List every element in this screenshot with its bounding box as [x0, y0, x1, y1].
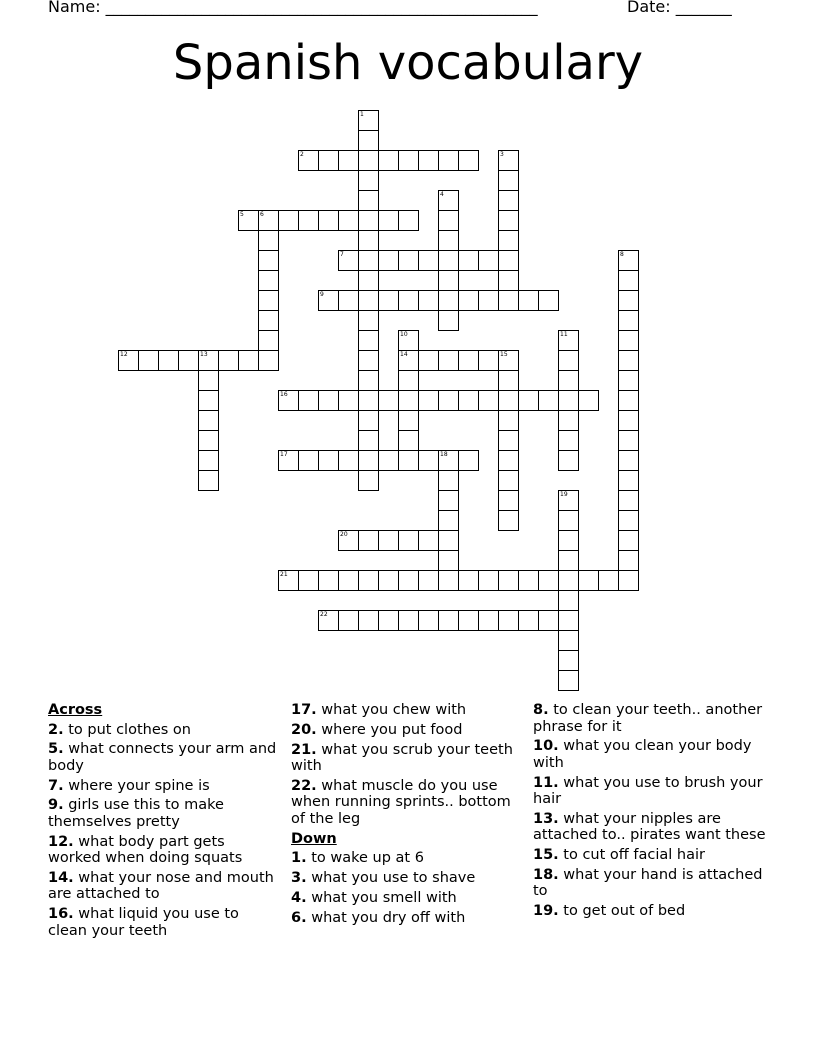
grid-cell[interactable]	[338, 290, 359, 311]
grid-cell[interactable]	[418, 390, 439, 411]
clue-item-number: 11.	[533, 774, 559, 791]
grid-cell[interactable]	[398, 250, 419, 271]
clue-number: 17	[280, 451, 288, 458]
grid-cell[interactable]	[518, 610, 539, 631]
clue-item	[291, 890, 523, 907]
grid-cell[interactable]	[398, 330, 419, 351]
clue-number: 11	[560, 331, 568, 338]
grid-cell[interactable]	[378, 530, 399, 551]
clue-item-number: 3.	[291, 869, 307, 886]
grid-cell[interactable]	[438, 250, 459, 271]
grid-cell[interactable]	[258, 250, 279, 271]
clue-item	[48, 870, 278, 903]
grid-cell[interactable]	[618, 450, 639, 471]
grid-cell[interactable]	[558, 530, 579, 551]
clue-number: 15	[500, 351, 508, 358]
clue-number: 18	[440, 451, 448, 458]
grid-cell[interactable]	[438, 390, 459, 411]
grid-cell[interactable]	[298, 210, 319, 231]
grid-cell[interactable]	[558, 410, 579, 431]
clue-item-number: 22.	[291, 777, 317, 794]
grid-cell[interactable]	[398, 530, 419, 551]
clue-item-text: what your hand is attached to	[533, 866, 763, 900]
clue-item	[533, 903, 768, 920]
grid-cell[interactable]	[418, 290, 439, 311]
grid-cell[interactable]	[498, 410, 519, 431]
clue-number: 9	[320, 291, 324, 298]
grid-cell[interactable]	[358, 470, 379, 491]
clue-item	[48, 834, 278, 867]
grid-cell[interactable]	[458, 450, 479, 471]
grid-cell[interactable]	[458, 150, 479, 171]
grid-cell[interactable]	[118, 350, 139, 371]
grid-cell[interactable]	[338, 250, 359, 271]
grid-cell[interactable]	[318, 570, 339, 591]
clue-item	[48, 797, 278, 830]
grid-cell[interactable]	[438, 550, 459, 571]
grid-cell[interactable]	[478, 250, 499, 271]
grid-cell[interactable]	[398, 350, 419, 371]
clue-item	[48, 722, 278, 739]
clue-number: 4	[440, 191, 444, 198]
grid-cell[interactable]	[618, 550, 639, 571]
grid-cell[interactable]	[558, 450, 579, 471]
grid-cell[interactable]	[538, 290, 559, 311]
grid-cell[interactable]	[298, 150, 319, 171]
clue-item-number: 6.	[291, 909, 307, 926]
across-heading: Across	[48, 702, 103, 718]
grid-cell[interactable]	[458, 570, 479, 591]
grid-cell[interactable]	[358, 410, 379, 431]
grid-cell[interactable]	[558, 610, 579, 631]
grid-cell[interactable]	[438, 450, 459, 471]
grid-cell[interactable]	[498, 570, 519, 591]
grid-cell[interactable]	[498, 170, 519, 191]
grid-cell[interactable]	[298, 450, 319, 471]
clue-item-number: 15.	[533, 847, 559, 864]
grid-cell[interactable]	[498, 610, 519, 631]
grid-cell[interactable]	[498, 490, 519, 511]
grid-cell[interactable]	[438, 270, 459, 291]
grid-cell[interactable]	[318, 210, 339, 231]
clue-item-number: 2.	[48, 721, 64, 738]
grid-cell[interactable]	[418, 530, 439, 551]
clue-number: 3	[500, 151, 504, 158]
grid-cell[interactable]	[258, 290, 279, 311]
clue-item-text: to get out of bed	[558, 903, 686, 920]
clue-item	[291, 870, 523, 887]
grid-cell[interactable]	[418, 350, 439, 371]
grid-cell[interactable]	[198, 410, 219, 431]
grid-cell[interactable]	[218, 350, 239, 371]
clue-item-number: 12.	[48, 833, 74, 850]
grid-cell[interactable]	[458, 390, 479, 411]
grid-cell[interactable]	[618, 430, 639, 451]
clue-number: 5	[240, 211, 244, 218]
grid-cell[interactable]	[498, 290, 519, 311]
clue-number: 16	[280, 391, 288, 398]
grid-cell[interactable]	[358, 190, 379, 211]
clue-item	[291, 850, 523, 867]
grid-cell[interactable]	[358, 530, 379, 551]
grid-cell[interactable]	[438, 350, 459, 371]
clue-item-text: what your nose and mouth are attached to	[48, 869, 274, 903]
grid-cell[interactable]	[358, 430, 379, 451]
clue-item-text: what body part gets worked when doing squats	[48, 833, 243, 867]
grid-cell[interactable]	[338, 150, 359, 171]
grid-cell[interactable]	[578, 390, 599, 411]
grid-cell[interactable]	[558, 650, 579, 671]
grid-cell[interactable]	[518, 290, 539, 311]
grid-cell[interactable]	[358, 210, 379, 231]
clue-item	[533, 867, 768, 900]
clue-item-number: 18.	[533, 866, 559, 883]
grid-cell[interactable]	[498, 270, 519, 291]
grid-cell[interactable]	[358, 270, 379, 291]
grid-cell[interactable]	[198, 470, 219, 491]
grid-cell[interactable]	[338, 210, 359, 231]
grid-cell[interactable]	[618, 570, 639, 591]
grid-cell[interactable]	[558, 590, 579, 611]
grid-cell[interactable]	[358, 290, 379, 311]
clue-item	[291, 742, 523, 775]
clue-item-text: what you clean your body with	[533, 738, 752, 771]
clue-item-text: what you chew with	[316, 702, 467, 718]
clue-item-text: where you put food	[316, 721, 463, 738]
date-field-line: Date: _______	[627, 0, 732, 16]
clue-number: 6	[260, 211, 264, 218]
grid-cell[interactable]	[498, 150, 519, 171]
grid-cell[interactable]	[558, 570, 579, 591]
clue-item	[533, 702, 768, 735]
grid-cell[interactable]	[298, 390, 319, 411]
grid-cell[interactable]	[338, 390, 359, 411]
grid-cell[interactable]	[458, 290, 479, 311]
grid-cell[interactable]	[498, 230, 519, 251]
grid-cell[interactable]	[238, 210, 259, 231]
grid-cell[interactable]	[398, 290, 419, 311]
grid-cell[interactable]	[378, 150, 399, 171]
grid-cell[interactable]	[178, 350, 199, 371]
grid-cell[interactable]	[198, 390, 219, 411]
grid-cell[interactable]	[618, 290, 639, 311]
grid-cell[interactable]	[318, 290, 339, 311]
grid-cell[interactable]	[618, 350, 639, 371]
grid-cell[interactable]	[418, 610, 439, 631]
clue-item	[533, 738, 768, 771]
grid-cell[interactable]	[338, 530, 359, 551]
clue-item-number: 16.	[48, 906, 74, 923]
clue-item-text: what connects your arm and body	[48, 741, 277, 774]
grid-cell[interactable]	[498, 510, 519, 531]
grid-cell[interactable]	[498, 450, 519, 471]
grid-cell[interactable]	[398, 450, 419, 471]
down-heading: Down	[291, 830, 337, 847]
grid-cell[interactable]	[358, 390, 379, 411]
clue-number: 7	[340, 251, 344, 258]
grid-cell[interactable]	[418, 250, 439, 271]
grid-cell[interactable]	[358, 130, 379, 151]
page-title: Spanish vocabulary	[172, 35, 644, 91]
grid-cell[interactable]	[578, 570, 599, 591]
grid-cell[interactable]	[138, 350, 159, 371]
grid-cell[interactable]	[358, 610, 379, 631]
grid-cell[interactable]	[378, 390, 399, 411]
grid-cell[interactable]	[278, 390, 299, 411]
clue-item-text: to cut off facial hair	[558, 847, 705, 864]
clue-item-number: 21.	[291, 741, 317, 758]
grid-cell[interactable]	[358, 370, 379, 391]
clue-item-text: to put clothes on	[63, 721, 191, 738]
grid-cell[interactable]	[258, 270, 279, 291]
clue-item-text: what your nipples are attached to.. pirates want these	[533, 810, 766, 844]
grid-cell[interactable]	[278, 570, 299, 591]
clue-number: 12	[120, 351, 128, 358]
grid-cell[interactable]	[478, 390, 499, 411]
grid-cell[interactable]	[598, 570, 619, 591]
grid-cell[interactable]	[398, 390, 419, 411]
grid-cell[interactable]	[398, 570, 419, 591]
grid-cell[interactable]	[498, 350, 519, 371]
clue-item	[291, 910, 523, 927]
grid-cell[interactable]	[418, 450, 439, 471]
grid-cell[interactable]	[478, 610, 499, 631]
grid-cell[interactable]	[418, 150, 439, 171]
grid-cell[interactable]	[158, 350, 179, 371]
grid-cell[interactable]	[498, 390, 519, 411]
clue-number: 14	[400, 351, 408, 358]
grid-cell[interactable]	[538, 570, 559, 591]
grid-cell[interactable]	[438, 610, 459, 631]
grid-cell[interactable]	[278, 210, 299, 231]
grid-cell[interactable]	[458, 610, 479, 631]
clue-item-number: 1.	[291, 850, 307, 867]
grid-cell[interactable]	[338, 610, 359, 631]
clue-item	[48, 906, 278, 939]
grid-cell[interactable]	[378, 610, 399, 631]
grid-cell[interactable]	[438, 190, 459, 211]
grid-cell[interactable]	[518, 390, 539, 411]
grid-cell[interactable]	[398, 210, 419, 231]
clue-item-number: 13.	[533, 810, 559, 827]
grid-cell[interactable]	[278, 450, 299, 471]
grid-cell[interactable]	[358, 170, 379, 191]
clue-item-number: 4.	[291, 889, 307, 906]
grid-cell[interactable]	[478, 290, 499, 311]
clue-item-number: 17.	[291, 702, 317, 718]
clue-number: 1	[360, 111, 364, 118]
grid-cell[interactable]	[558, 370, 579, 391]
grid-cell[interactable]	[258, 350, 279, 371]
grid-cell[interactable]	[438, 290, 459, 311]
grid-cell[interactable]	[438, 490, 459, 511]
grid-cell[interactable]	[198, 350, 219, 371]
clue-item	[291, 778, 523, 828]
clue-number: 13	[200, 351, 208, 358]
grid-cell[interactable]	[498, 190, 519, 211]
clue-column-3	[533, 702, 768, 923]
grid-cell[interactable]	[618, 270, 639, 291]
grid-cell[interactable]	[358, 110, 379, 131]
grid-cell[interactable]	[358, 150, 379, 171]
clue-number: 2	[300, 151, 304, 158]
clue-item-number: 9.	[48, 797, 64, 814]
grid-cell[interactable]	[358, 570, 379, 591]
grid-cell[interactable]	[618, 410, 639, 431]
grid-cell[interactable]	[358, 330, 379, 351]
clue-number: 10	[400, 331, 408, 338]
grid-cell[interactable]	[358, 310, 379, 331]
grid-cell[interactable]	[438, 470, 459, 491]
clue-item	[533, 775, 768, 808]
grid-cell[interactable]	[258, 210, 279, 231]
clue-item-number: 14.	[48, 869, 74, 886]
grid-cell[interactable]	[258, 230, 279, 251]
grid-cell[interactable]	[438, 310, 459, 331]
grid-cell[interactable]	[478, 570, 499, 591]
clue-item-text: what you use to shave	[306, 869, 476, 886]
clue-item-number: 8.	[533, 702, 549, 718]
grid-cell[interactable]	[618, 310, 639, 331]
grid-cell[interactable]	[318, 390, 339, 411]
grid-cell[interactable]	[378, 450, 399, 471]
grid-cell[interactable]	[358, 250, 379, 271]
grid-cell[interactable]	[538, 610, 559, 631]
grid-cell[interactable]	[258, 330, 279, 351]
clue-item-number: 5.	[48, 741, 64, 758]
grid-cell[interactable]	[618, 330, 639, 351]
grid-cell[interactable]	[238, 350, 259, 371]
grid-cell[interactable]	[298, 570, 319, 591]
grid-cell[interactable]	[378, 290, 399, 311]
grid-cell[interactable]	[558, 550, 579, 571]
clue-number: 22	[320, 611, 328, 618]
grid-cell[interactable]	[438, 230, 459, 251]
clue-item-text: what liquid you use to clean your teeth	[48, 906, 239, 939]
grid-cell[interactable]	[518, 570, 539, 591]
clue-item-text: girls use this to make themselves pretty	[48, 797, 224, 830]
grid-cell[interactable]	[438, 570, 459, 591]
grid-cell[interactable]	[438, 530, 459, 551]
clue-item-text: where your spine is	[63, 777, 210, 794]
grid-cell[interactable]	[498, 430, 519, 451]
clue-column-1	[48, 702, 278, 943]
grid-cell[interactable]	[438, 510, 459, 531]
grid-cell[interactable]	[618, 470, 639, 491]
clue-item-text: what you scrub your teeth with	[291, 741, 513, 775]
grid-cell[interactable]	[318, 450, 339, 471]
grid-cell[interactable]	[558, 390, 579, 411]
clue-item-text: what you use to brush your hair	[533, 774, 763, 808]
clue-item	[291, 702, 523, 719]
grid-cell[interactable]	[338, 570, 359, 591]
grid-cell[interactable]	[398, 370, 419, 391]
grid-cell[interactable]	[258, 310, 279, 331]
grid-cell[interactable]	[398, 150, 419, 171]
grid-cell[interactable]	[498, 250, 519, 271]
grid-cell[interactable]	[498, 210, 519, 231]
clue-item-text: to clean your teeth.. another phrase for it	[533, 702, 763, 735]
grid-cell[interactable]	[558, 430, 579, 451]
grid-cell[interactable]	[198, 370, 219, 391]
clue-number: 21	[280, 571, 288, 578]
clue-item	[48, 778, 278, 795]
clue-item	[533, 847, 768, 864]
clue-item-number: 19.	[533, 903, 559, 920]
grid-cell[interactable]	[318, 610, 339, 631]
clue-item	[533, 811, 768, 844]
grid-cell[interactable]	[358, 450, 379, 471]
clue-item-number: 20.	[291, 721, 317, 738]
grid-cell[interactable]	[378, 250, 399, 271]
clue-column-2	[291, 702, 523, 929]
grid-cell[interactable]	[558, 330, 579, 351]
clue-item	[48, 741, 278, 774]
grid-cell[interactable]	[438, 150, 459, 171]
clue-item-number: 7.	[48, 777, 64, 794]
grid-cell[interactable]	[618, 370, 639, 391]
grid-cell[interactable]	[618, 250, 639, 271]
grid-cell[interactable]	[358, 350, 379, 371]
grid-cell[interactable]	[558, 510, 579, 531]
grid-cell[interactable]	[618, 510, 639, 531]
clue-number: 19	[560, 491, 568, 498]
clue-item-number: 10.	[533, 738, 559, 755]
grid-cell[interactable]	[378, 570, 399, 591]
grid-cell[interactable]	[618, 530, 639, 551]
grid-cell[interactable]	[398, 410, 419, 431]
grid-cell[interactable]	[558, 490, 579, 511]
clue-item	[291, 722, 523, 739]
clue-item-text: to wake up at 6	[306, 850, 424, 867]
grid-cell[interactable]	[498, 370, 519, 391]
grid-cell[interactable]	[338, 450, 359, 471]
grid-cell[interactable]	[558, 350, 579, 371]
grid-cell[interactable]	[618, 390, 639, 411]
grid-cell[interactable]	[358, 230, 379, 251]
name-field-line: Name: ______________________________________________________	[48, 0, 538, 16]
grid-cell[interactable]	[478, 350, 499, 371]
clue-item-text: what muscle do you use when running sprints.. bottom of the leg	[291, 777, 511, 827]
clue-item-text: what you smell with	[306, 889, 457, 906]
clue-number: 20	[340, 531, 348, 538]
grid-cell[interactable]	[458, 350, 479, 371]
grid-cell[interactable]	[458, 250, 479, 271]
grid-cell[interactable]	[318, 150, 339, 171]
grid-cell[interactable]	[398, 610, 419, 631]
clue-item-text: what you dry off with	[306, 909, 466, 926]
grid-cell[interactable]	[378, 210, 399, 231]
grid-cell[interactable]	[418, 570, 439, 591]
grid-cell[interactable]	[198, 450, 219, 471]
grid-cell[interactable]	[398, 430, 419, 451]
grid-cell[interactable]	[558, 630, 579, 651]
grid-cell[interactable]	[618, 490, 639, 511]
grid-cell[interactable]	[558, 670, 579, 691]
clue-number: 8	[620, 251, 624, 258]
grid-cell[interactable]	[438, 210, 459, 231]
grid-cell[interactable]	[538, 390, 559, 411]
grid-cell[interactable]	[498, 470, 519, 491]
grid-cell[interactable]	[198, 430, 219, 451]
